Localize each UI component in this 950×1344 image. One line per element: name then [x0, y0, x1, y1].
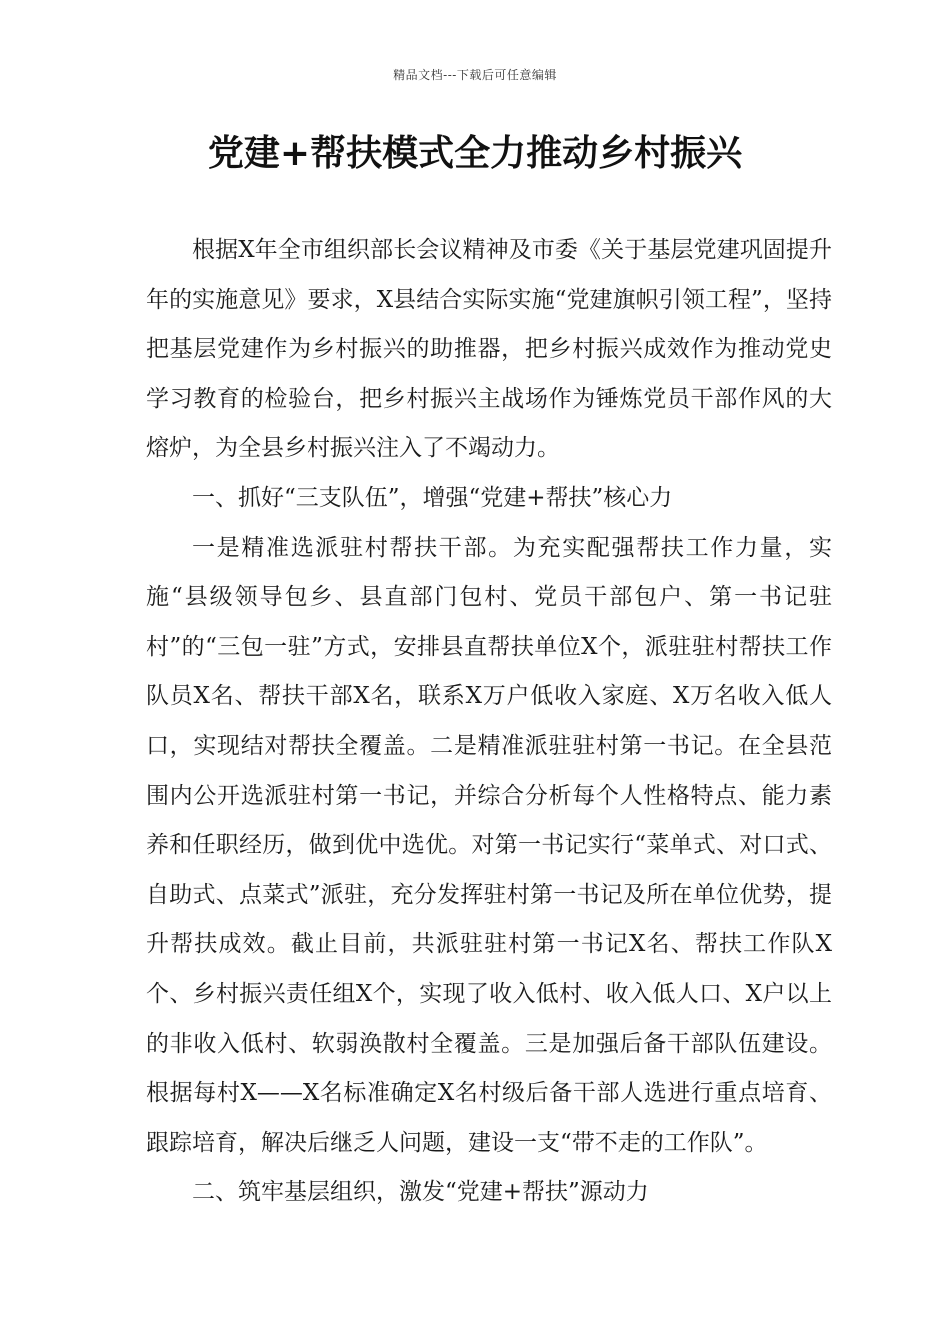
document-title: 党建+帮扶模式全力推动乡村振兴: [207, 133, 743, 174]
paragraph-intro: 根据X年全市组织部长会议精神及市委《关于基层党建巩固提升年的实施意见》要求，X县结合实际实施“党建旗帜引领工程”，坚持把基层党建作为乡村振兴的助推器，把乡村振兴成效作为推动党史学习教育的检验台，把乡村振兴主战场作为锤炼党员干部作风的大熔炉，为全县乡村振兴注入了不竭动力。: [146, 237, 832, 462]
section-heading-2: 二、筑牢基层组织，激发“党建+帮扶”源动力: [192, 1179, 649, 1206]
paragraph-section-1: 一是精准选派驻村帮扶干部。为充实配强帮扶工作力量，实施“县级领导包乡、县直部门包村、党员干部包户、第一书记驻村”的“三包一驻”方式，安排县直帮扶单位X个，派驻驻村帮扶工作队员X名、帮扶干部X名，联系X万户低收入家庭、X万名收入低人口，实现结对帮扶全覆盖。二是精准派驻驻村第一书记。在全县范围内公开选派驻村第一书记，并综合分析每个人性格特点、能力素养和任职经历，做到优中选优。对第一书记实行“菜单式、对口式、自助式、点菜式”派驻，充分发挥驻村第一书记及所在单位优势，提升帮扶成效。截止目前，共派驻驻村第一书记X名、帮扶工作队X个、乡村振兴责任组X个，实现了收入低村、收入低人口、X户以上的非收入低村、软弱涣散村全覆盖。三是加强后备干部队伍建设。根据每村X——X名标准确定X名村级后备干部人选进行重点培育、跟踪培育，解决后继乏人问题，建设一支“带不走的工作队”。: [146, 534, 832, 1156]
document-body: [146, 226, 832, 1218]
header-note: 精品文档---下载后可任意编辑: [393, 68, 557, 82]
section-heading-1: 一、抓好“三支队伍”，增强“党建+帮扶”核心力: [192, 484, 673, 511]
